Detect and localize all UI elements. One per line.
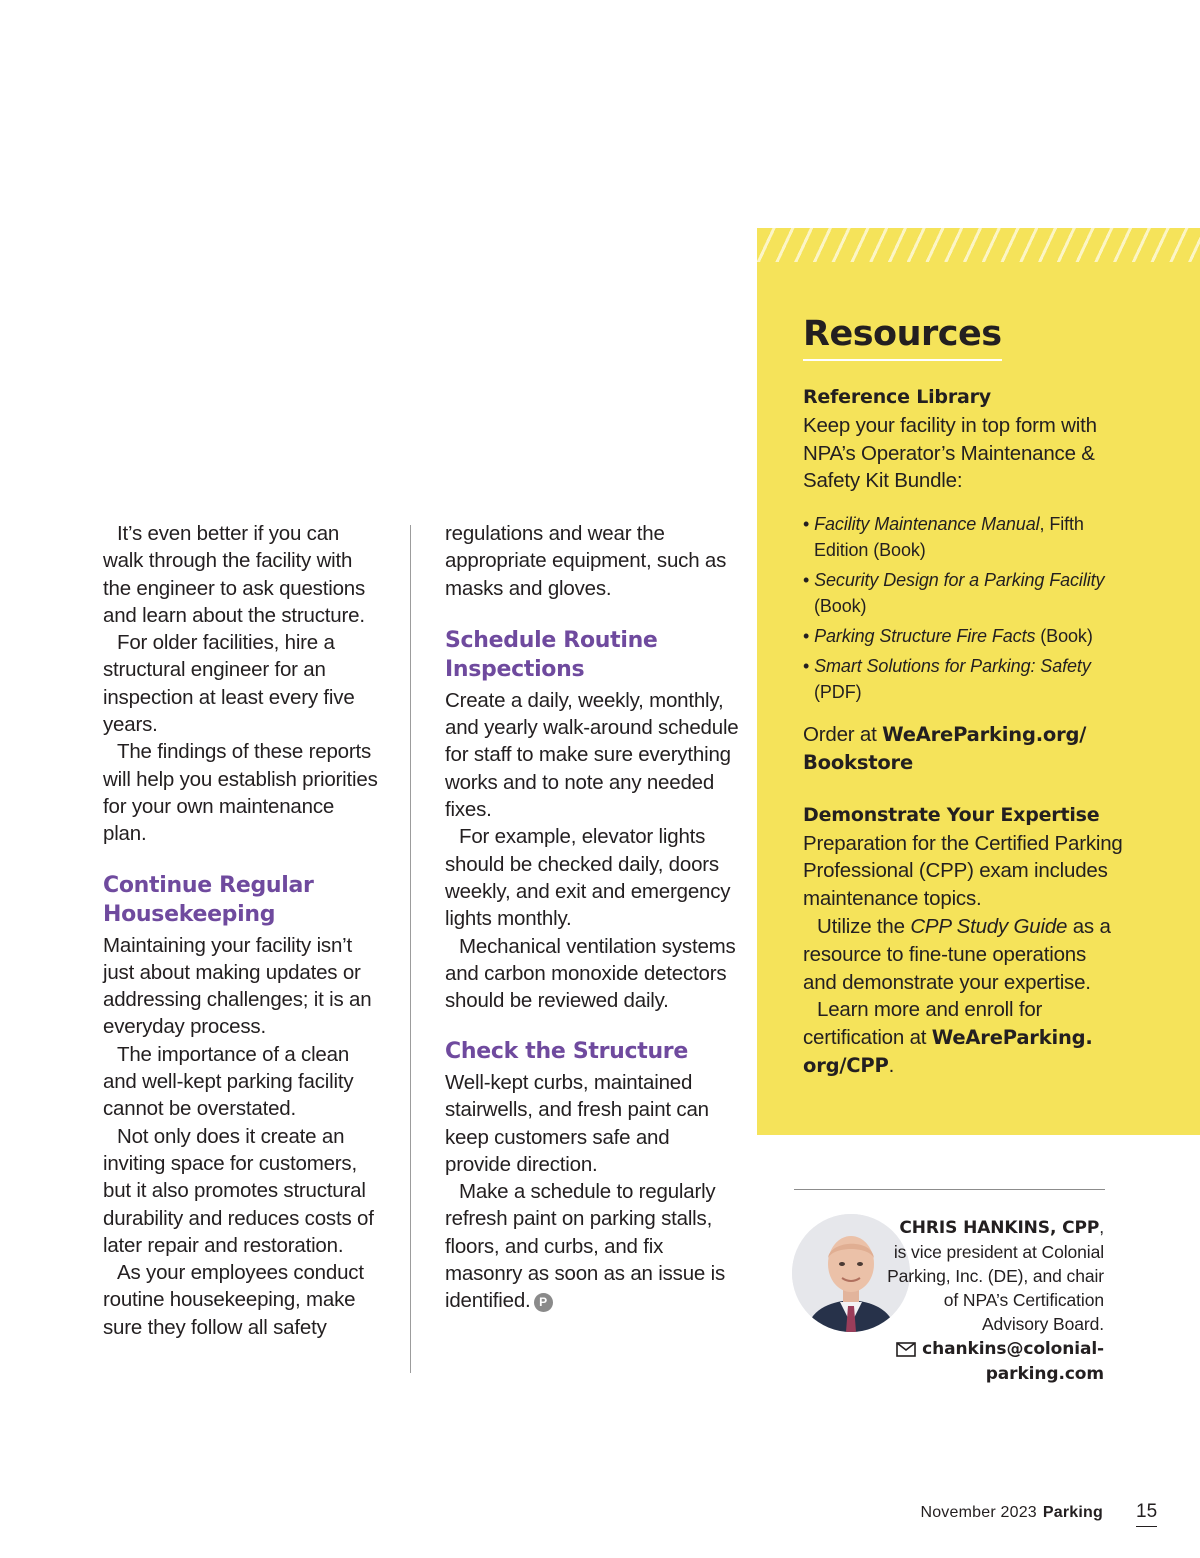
body-paragraph	[445, 1178, 740, 1314]
book-suffix: (PDF)	[814, 682, 862, 703]
book-suffix: (Book)	[1035, 626, 1093, 647]
library-list	[803, 511, 1123, 705]
author-description: is vice president at Colonial Parking, Inc. (DE), and chair of NPA’s Certification Advisory Board.	[887, 1242, 1104, 1334]
list-item	[803, 567, 1123, 619]
body-paragraph: Mechanical ventilation systems and carbon monoxide detectors should be reviewed daily.	[445, 934, 736, 1013]
list-item	[803, 511, 1123, 563]
book-suffix: (Book)	[814, 596, 867, 617]
page-number: 15	[1136, 1500, 1157, 1527]
body-paragraph: It’s even better if you can walk through the facility with the engineer to ask questions and learn about the structure.	[103, 522, 366, 627]
book-suffix: , Fifth Edition (Book)	[814, 514, 1084, 561]
expertise-paragraph	[803, 996, 1123, 1079]
body-text: Make a schedule to regularly refresh paint on parking stalls, floors, and curbs, and fix masonry as soon as an issue is identified.	[445, 1180, 725, 1313]
parking-end-mark-icon: P	[534, 1293, 553, 1312]
bookstore-link[interactable]: WeAreParking.org/ Bookstore	[803, 723, 1087, 774]
body-paragraph: Create a daily, weekly, monthly, and yearly walk-around schedule for staff to make sure everything works and to note any needed fixes.	[445, 688, 739, 822]
body-paragraph: The findings of these reports will help you establish priorities for your own maintenance plan.	[103, 740, 378, 846]
text: .	[888, 1053, 895, 1077]
order-prefix: Order at	[803, 723, 883, 747]
author-email-link[interactable]: chankins@colonial-parking.com	[922, 1339, 1104, 1384]
column-divider	[410, 525, 411, 1373]
body-paragraph: For example, elevator lights should be checked daily, doors weekly, and exit and emergency lights monthly.	[445, 825, 731, 931]
body-paragraph: Not only does it create an inviting space for customers, but it also promotes structural durability and reduces costs of later repair and restoration.	[103, 1124, 374, 1257]
section-heading-housekeeping: Continue Regular Housekeeping	[103, 872, 314, 928]
author-rule	[794, 1189, 1105, 1190]
text: Learn more and enroll for certification at	[803, 998, 1043, 1050]
sidebar-content	[803, 310, 1123, 1080]
book-title: Security Design for a Parking Facility	[814, 570, 1105, 591]
author-email-row	[884, 1336, 1104, 1386]
expertise-paragraph	[803, 913, 1123, 996]
book-title: Smart Solutions for Parking: Safety	[814, 656, 1091, 677]
cpp-link[interactable]: WeAreParking. org/CPP	[803, 1026, 1093, 1077]
order-line	[803, 721, 1123, 777]
bullet: •	[803, 570, 810, 591]
list-item	[803, 623, 1123, 649]
body-paragraph: The importance of a clean and well-kept parking facility cannot be overstated.	[103, 1042, 354, 1121]
body-paragraph: For older facilities, hire a structural engineer for an inspection at least every five years.	[103, 631, 355, 737]
issue-date: November 2023	[920, 1504, 1037, 1521]
section-heading-inspections: Schedule Routine Inspections	[445, 627, 658, 683]
body-paragraph: As your employees conduct routine housekeeping, make sure they follow all safety	[103, 1261, 364, 1339]
column-2	[445, 520, 740, 1315]
author-heading	[884, 1215, 1104, 1240]
body-paragraph: regulations and wear the appropriate equipment, such as masks and gloves.	[445, 522, 727, 600]
text: as a resource to fine-tune operations and demonstrate your expertise.	[803, 914, 1111, 994]
book-title: Parking Structure Fire Facts	[814, 626, 1036, 647]
author-bio	[884, 1215, 1104, 1386]
magazine-name: Parking	[1042, 1504, 1103, 1521]
bullet: •	[803, 626, 810, 647]
body-paragraph: Well-kept curbs, maintained stairwells, and fresh paint can keep customers safe and provide direction.	[445, 1070, 709, 1176]
section-heading-structure: Check the Structure	[445, 1039, 688, 1065]
stripe-band	[757, 228, 1200, 262]
bullet: •	[803, 656, 810, 677]
resources-sidebar	[757, 228, 1200, 1135]
study-guide-title: CPP Study Guide	[910, 914, 1068, 938]
expertise-heading: Demonstrate Your Expertise	[803, 803, 1100, 826]
text: Utilize the	[817, 914, 911, 938]
library-intro: Keep your facility in top form with NPA’s Operator’s Maintenance & Safety Kit Bundle:	[803, 413, 1097, 493]
book-title: Facility Maintenance Manual	[814, 514, 1040, 535]
expertise-paragraph: Preparation for the Certified Parking Professional (CPP) exam includes maintenance topics.	[803, 831, 1123, 911]
sidebar-title: Resources	[803, 310, 1002, 361]
list-item	[803, 653, 1123, 705]
name-suffix: ,	[1099, 1217, 1104, 1237]
page-footer	[920, 1503, 1103, 1523]
column-1	[103, 520, 383, 1341]
library-heading: Reference Library	[803, 386, 991, 408]
mail-icon	[896, 1342, 916, 1357]
body-paragraph: Maintaining your facility isn’t just about making updates or addressing challenges; it is an everyday process.	[103, 933, 372, 1039]
author-name: CHRIS HANKINS, CPP	[899, 1218, 1100, 1238]
bullet: •	[803, 514, 810, 535]
